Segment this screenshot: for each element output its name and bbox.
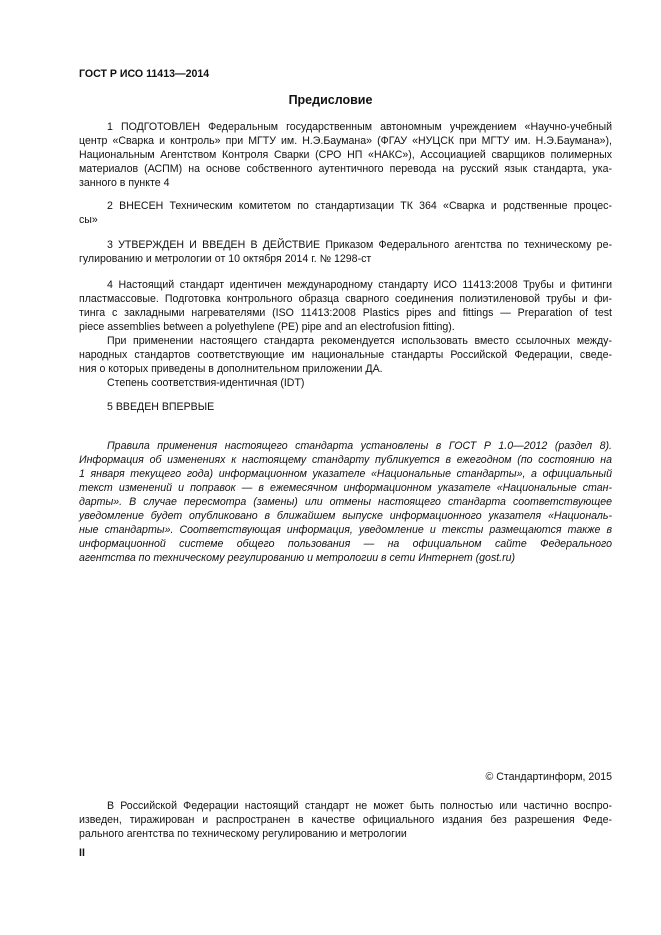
document-header: ГОСТ Р ИСО 11413—2014 [79, 68, 210, 80]
text-line: текст изменений и поправок — в ежемесячном информационном указателе «Национальные стан- [79, 482, 612, 494]
text-line: рального агентства по техническому регулированию и метрологии [79, 828, 407, 840]
text-line: При применении настоящего стандарта рекомендуется использовать вместо ссылочных между- [107, 335, 612, 347]
text-line: изведен, тиражирован и распространен в качестве официального издания без разрешения Феде- [79, 814, 612, 826]
paragraph-1 [79, 120, 612, 190]
text-line: 3 УТВЕРЖДЕН И ВВЕДЕН В ДЕЙСТВИЕ Приказом Федерального агентства по техническому ре- [107, 239, 612, 251]
standard-notice [79, 439, 612, 565]
text-line: информационной системе общего пользования — на официальном сайте Федерального [79, 538, 612, 550]
text-line: 1 ПОДГОТОВЛЕН Федеральным государственным автономным учреждением «Научно-учебный [107, 121, 612, 133]
paragraph-3 [79, 238, 612, 266]
text-line: Правила применения настоящего стандарта установлены в ГОСТ Р 1.0—2012 (раздел 8). [107, 440, 612, 452]
text-line: уведомление будет опубликовано в ближайшем выпуске информационного указателя «Националь- [79, 510, 612, 522]
reproduction-notice [79, 799, 612, 841]
text-line: piece assemblies between a polyethylene (PE) pipe and an electrofusion fitting). [79, 321, 455, 333]
text-line: 2 ВНЕСЕН Техническим комитетом по стандартизации ТК 364 «Сварка и родственные процес- [107, 200, 612, 212]
text-line: занного в пункте 4 [79, 177, 170, 189]
text-line: центр «Сварка и контроль» при МГТУ им. Н.Э.Баумана» (ФГАУ «НУЦСК при МГТУ им. Н.Э.Баумана»), [79, 135, 612, 147]
text-line: ные стандарты». Соответствующая информация, уведомление и тексты размещаются также в [79, 524, 612, 536]
text-line: пластмассовые. Подготовка контрольного образца сварного соединения полиэтиленовой трубы и фи- [79, 293, 612, 305]
text-line: тинга с закладными нагревателями (ISO 11413:2008 Plastics pipes and fittings — Preparation of test [79, 307, 612, 319]
page-number: II [79, 847, 85, 859]
text-line: В Российской Федерации настоящий стандарт не может быть полностью или частично воспро- [107, 800, 612, 812]
paragraph-5 [79, 400, 612, 414]
text-line: сы» [79, 214, 98, 226]
text-line: ния о которых приведены в дополнительном приложении ДА. [79, 363, 383, 375]
copyright: © Стандартинформ, 2015 [485, 771, 612, 783]
text-line: материалов (АСПМ) на основе собственного аутентичного перевода на русский язык стандарта, ука- [79, 163, 612, 175]
text-line: гулированию и метрологии от 10 октября 2014 г. № 1298-ст [79, 253, 372, 265]
text-line: 4 Настоящий стандарт идентичен международному стандарту ИСО 11413:2008 Трубы и фитинги [107, 279, 612, 291]
text-line: Степень соответствия-идентичная (IDT) [107, 377, 305, 389]
text-line: агентства по техническому регулированию и метрологии в сети Интернет (gost.ru) [79, 552, 516, 564]
paragraph-4 [79, 278, 612, 390]
page-title: Предисловие [288, 93, 373, 107]
text-line: народных стандартов соответствующие им национальные стандарты Российской Федерации, сведе- [79, 349, 612, 361]
paragraph-2 [79, 199, 612, 227]
text-line: дарты». В случае пересмотра (замены) или отмены настоящего стандарта соответствующее [79, 496, 612, 508]
text-line: 1 января текущего года) информационном указателе «Национальные стандарты», а официальный [79, 468, 612, 480]
text-line: 5 ВВЕДЕН ВПЕРВЫЕ [107, 401, 215, 413]
text-line: Национальным Агентством Контроля Сварки (СРО НП «НАКС»), Ассоциацией сварщиков полимерных [79, 149, 612, 161]
text-line: Информация об изменениях к настоящему стандарту публикуется в ежегодном (по состоянию на [79, 454, 612, 466]
